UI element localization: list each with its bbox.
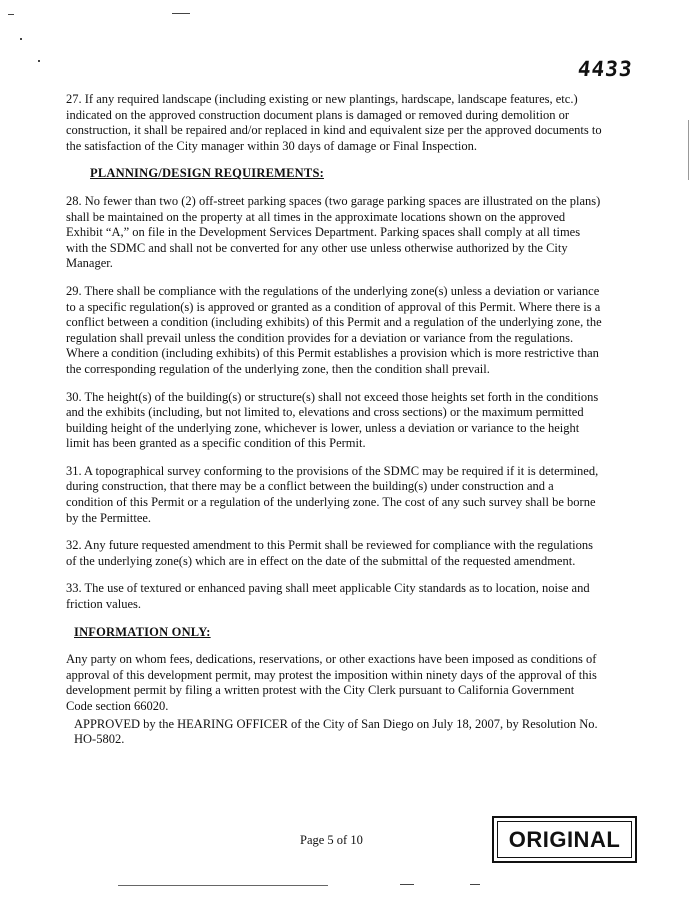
scan-mark (20, 38, 22, 40)
scan-mark (38, 60, 40, 62)
document-number-stamp: 4433 (576, 57, 634, 81)
condition-28: 28. No fewer than two (2) off-street parking spaces (two garage parking spaces are illustrated on the plans) shall be maintained on the property at all times in the approximate locations shown on the approved Exhibit “A,” on file in the Development Services Department. Parking spaces shall comply at all times with the SDMC and shall not be converted for any other use unless otherwise authorized by the City Manager. (66, 193, 601, 271)
condition-30: 30. The height(s) of the building(s) or structure(s) shall not exceed those heights set forth in the conditions and the exhibits (including, but not limited to, elevations and cross sections) or the maximum permitted building height of the underlying zone, whichever is lower, unless a deviation or variance to the height limit has been granted as a specific condition of this Permit. (66, 389, 599, 451)
condition-31: 31. A topographical survey conforming to the provisions of the SDMC may be required if it is determined, during construction, that there may be a conflict between the building(s) under construction and a condition of this Permit or a regulation of the underlying zone. The cost of any such survey shall be borne by the Permittee. (66, 463, 599, 525)
approval-statement: APPROVED by the HEARING OFFICER of the City of San Diego on July 18, 2007, by Resolution No. HO-5802. (74, 716, 598, 747)
condition-32: 32. Any future requested amendment to this Permit shall be reviewed for compliance with the regulations of the underlying zone(s) which are in effect on the date of the submittal of the requested amendment. (66, 538, 593, 568)
information-only-heading: INFORMATION ONLY: (74, 624, 211, 639)
scan-mark (470, 884, 480, 885)
scan-mark (400, 884, 414, 885)
scan-mark (688, 120, 689, 180)
scan-mark (118, 885, 328, 886)
scan-mark (8, 14, 14, 15)
condition-33: 33. The use of textured or enhanced paving shall meet applicable City standards as to location, noise and friction values. (66, 581, 590, 612)
condition-29: 29. There shall be compliance with the regulations of the underlying zone(s) unless a deviation or variance to a specific regulation(s) is approved or granted as a condition of approval of this Permit. Where there is a conflict between a condition (including exhibits) of this Permit and a regulation of the underlying zone, the regulation shall prevail unless the condition provides for a deviation or variance from the regulations. Where a condition (including exhibits) of this Permit establishes a provision which is more restrictive than the corresponding regulation of the underlying zone, then the condition shall prevail. (66, 283, 602, 376)
document-body (66, 92, 602, 748)
page-number: Page 5 of 10 (300, 833, 363, 847)
scan-mark (172, 13, 190, 14)
condition-27: 27. If any required landscape (including existing or new plantings, hardscape, landscape features, etc.) indicated on the approved construction document plans is damaged or removed during demolition or construction, it shall be repaired and/or replaced in kind and equivalent size per the approved documents to the satisfaction of the City manager within 30 days of damage or Final Inspection. (66, 92, 602, 153)
information-text: Any party on whom fees, dedications, reservations, or other exactions have been imposed as conditions of approval of this development permit, may protest the imposition within ninety days of the approval of this development permit by filing a written protest with the City Clerk pursuant to California Government Code section 66020. (66, 652, 597, 713)
planning-design-heading: PLANNING/DESIGN REQUIREMENTS: (90, 166, 324, 181)
original-stamp (492, 816, 637, 863)
original-stamp-label: ORIGINAL (497, 821, 632, 858)
